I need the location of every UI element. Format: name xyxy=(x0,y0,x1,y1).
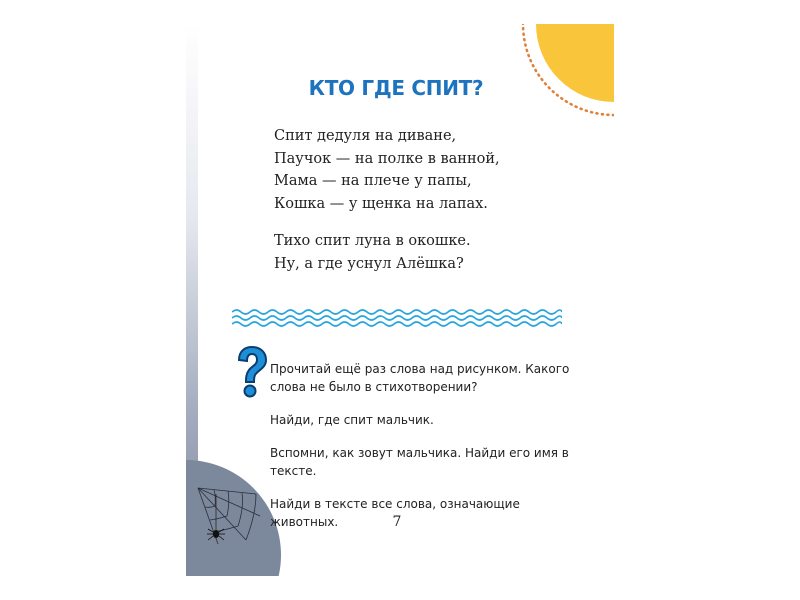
poem-line: Паучок — на полке в ванной, xyxy=(274,150,500,167)
poem-line: Тихо спит луна в окошке. xyxy=(274,233,471,249)
textbook-page xyxy=(186,24,614,576)
task-item: Найди в тексте все слова, означающие животных. xyxy=(270,497,520,529)
wave-divider-icon xyxy=(232,307,562,329)
task-list xyxy=(270,360,570,546)
question-mark-icon xyxy=(234,345,270,399)
poem-line: Ну, а где уснул Алёшка? xyxy=(274,255,464,272)
page-number: 7 xyxy=(392,514,402,530)
task-item: Прочитай ещё раз слова над рисунком. Какого слова не было в стихотворении? xyxy=(270,362,570,394)
task-item: Вспомни, как зовут мальчика. Найди его имя в тексте. xyxy=(270,446,569,478)
sun-icon xyxy=(504,24,614,124)
poem xyxy=(274,125,500,275)
poem-line: Кошка — у щенка на лапах. xyxy=(274,195,488,212)
stanza-gap xyxy=(274,215,500,230)
poem-line: Спит дедуля на диване, xyxy=(274,128,457,144)
spider-web-icon xyxy=(194,486,266,546)
page-title: КТО ГДЕ СПИТ? xyxy=(308,76,484,100)
task-item: Найди, где спит мальчик. xyxy=(270,413,434,427)
poem-line: Мама — на плече у папы, xyxy=(274,173,472,189)
